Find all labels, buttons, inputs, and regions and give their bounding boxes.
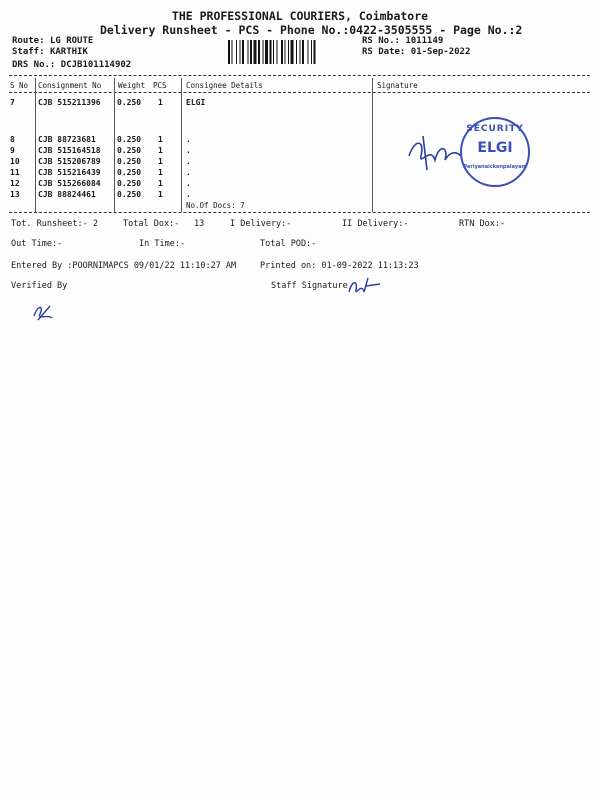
row-sno: 8 xyxy=(10,135,15,144)
rs-date-label: RS Date: xyxy=(362,47,406,57)
row-consignee: ELGI xyxy=(186,98,206,107)
route-line xyxy=(12,36,93,46)
row-consignment: CJB 88723681 xyxy=(38,135,96,144)
row-pcs: 1 xyxy=(158,190,163,199)
row-sno: 7 xyxy=(10,98,15,107)
col-divider xyxy=(181,78,182,212)
row-sno: 9 xyxy=(10,146,15,155)
rs-no-line xyxy=(362,36,443,46)
row-sno: 12 xyxy=(10,179,20,188)
staff-signature xyxy=(346,274,386,298)
i-delivery: I Delivery:- xyxy=(230,219,292,229)
col-divider xyxy=(35,78,36,212)
rs-date-value: 01-Sep-2022 xyxy=(410,47,471,57)
row-weight: 0.250 xyxy=(117,135,142,144)
staff-value: KARTHIK xyxy=(49,47,88,57)
tot-runsheet: Tot. Runsheet:- 2 xyxy=(11,219,98,229)
row-pcs: 1 xyxy=(158,135,163,144)
stamp-middle-text: ELGI xyxy=(477,140,513,156)
staff-label: Staff: xyxy=(12,47,45,57)
verifier-signature xyxy=(30,300,60,324)
col-header-weight: Weight xyxy=(118,81,146,90)
row-weight: 0.250 xyxy=(117,179,142,188)
col-header-consignment: Consignment No xyxy=(38,81,102,90)
stamp-top-text: SECURITY xyxy=(466,124,524,134)
col-header-sno: S No xyxy=(10,81,29,90)
route-value: LG ROUTE xyxy=(49,36,94,46)
col-divider xyxy=(372,78,373,212)
runsheet-subtitle: Delivery Runsheet - PCS - Phone No.:0422-3505555 - Page No.:2 xyxy=(100,23,523,37)
total-dox-value: 13 xyxy=(194,219,205,229)
row-pcs: 1 xyxy=(158,98,163,107)
staff-line xyxy=(12,47,88,57)
rs-no-value: 1011149 xyxy=(405,36,444,46)
company-title: THE PROFESSIONAL COURIERS, Coimbatore xyxy=(171,9,429,23)
out-time: Out Time:- xyxy=(11,239,63,249)
total-pod: Total POD:- xyxy=(260,239,317,249)
row-consignee: . xyxy=(186,179,191,188)
col-header-pcs: PCS xyxy=(153,81,167,90)
row-consignee: . xyxy=(186,135,191,144)
row-consignment: CJB 515164518 xyxy=(38,146,101,155)
row-weight: 0.250 xyxy=(117,190,142,199)
drs-label: DRS No.: xyxy=(12,60,56,70)
staff-signature-label: Staff Signature xyxy=(271,281,348,291)
row-consignment: CJB 515211396 xyxy=(38,98,101,107)
row-weight: 0.250 xyxy=(117,98,142,107)
drs-line xyxy=(12,60,131,70)
printed-on: Printed on: 01-09-2022 11:13:23 xyxy=(260,261,419,271)
row-pcs: 1 xyxy=(158,179,163,188)
route-label: Route: xyxy=(12,36,45,46)
drs-value: DCJB101114902 xyxy=(60,60,132,70)
row-sno: 11 xyxy=(10,168,20,177)
rs-no-label: RS No.: xyxy=(362,36,400,46)
row-weight: 0.250 xyxy=(117,157,142,166)
col-header-consignee: Consignee Details xyxy=(186,81,263,90)
row-weight: 0.250 xyxy=(117,146,142,155)
row-consignee: . xyxy=(186,168,191,177)
col-header-signature: Signature xyxy=(377,81,418,90)
row-sno: 10 xyxy=(10,157,20,166)
rtn-dox: RTN Dox:- xyxy=(459,219,506,229)
row-consignee: . xyxy=(186,146,191,155)
col-divider xyxy=(114,78,115,212)
table-top-rule xyxy=(9,75,590,76)
row-weight: 0.250 xyxy=(117,168,142,177)
barcode xyxy=(228,40,356,64)
row-consignee: . xyxy=(186,190,191,199)
summary-top-rule xyxy=(9,212,590,213)
entered-by: Entered By :POORNIMAPCS 09/01/22 11:10:27 AM xyxy=(11,261,237,271)
row-consignee: . xyxy=(186,157,191,166)
row-consignment: CJB 515216439 xyxy=(38,168,101,177)
table-header-rule xyxy=(9,92,590,93)
no-of-docs: No.Of Docs: 7 xyxy=(186,201,245,210)
row-pcs: 1 xyxy=(158,168,163,177)
stamp-bottom-text: Periyanaickenpalayam xyxy=(463,164,527,170)
ii-delivery: II Delivery:- xyxy=(342,219,409,229)
row-consignment: CJB 88824461 xyxy=(38,190,96,199)
verified-by: Verified By xyxy=(11,281,68,291)
row-pcs: 1 xyxy=(158,146,163,155)
total-dox-label: Total Dox:- xyxy=(123,219,180,229)
in-time: In Time:- xyxy=(139,239,186,249)
rs-date-line xyxy=(362,47,470,57)
row-consignment: CJB 515266084 xyxy=(38,179,101,188)
row-pcs: 1 xyxy=(158,157,163,166)
receiver-signature xyxy=(405,126,495,176)
row-consignment: CJB 515206789 xyxy=(38,157,101,166)
row-sno: 13 xyxy=(10,190,20,199)
